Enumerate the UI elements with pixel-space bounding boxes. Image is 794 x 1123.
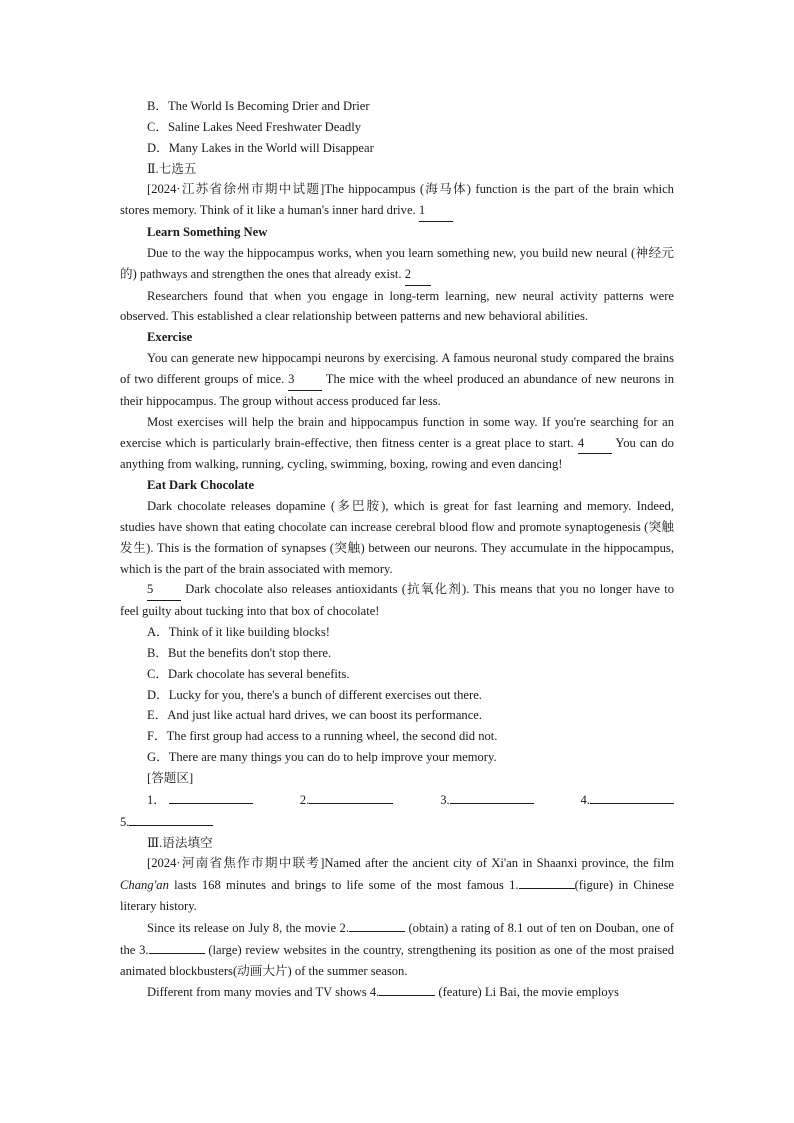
grammar-blank-2[interactable] bbox=[349, 917, 405, 932]
prev-option-c: C．Saline Lakes Need Freshwater Deadly bbox=[147, 119, 362, 134]
option-g: G．There are many things you can do to help improve your memory. bbox=[147, 750, 497, 765]
answer-label-3: 3. bbox=[440, 792, 450, 807]
para-exercise-2a: Most exercises will help the brain and hippocampus function in some way. If you're searching for an exercise which is particularly brain-effective, then fitness center is a great place to start. bbox=[120, 414, 674, 450]
grammar-p1a: Named after the ancient city of Xi'an in Shaanxi province, the film bbox=[324, 856, 674, 871]
para-chocolate-1: Dark chocolate releases dopamine (多巴胺), which is great for fast learning and memory. Indeed, studies have shown that eating chocolate can increase cerebral blood flow and promote synaptogenesis (突触发生). This is the formation of synapses (突触) between our neurons. They accumulate in the hippocampus, which is the part of the brain associated with memory. bbox=[120, 499, 674, 576]
option-a: A．Think of it like building blocks! bbox=[147, 625, 330, 640]
prev-option-b: B．The World Is Becoming Drier and Drier bbox=[147, 99, 370, 113]
answer-blank-3[interactable] bbox=[450, 789, 534, 804]
answer-label-2: 2. bbox=[299, 792, 310, 807]
answer-blank-1[interactable] bbox=[169, 789, 253, 804]
grammar-p1c: (figure) in Chinese literary history. bbox=[120, 878, 674, 914]
answer-area-label: [答题区] bbox=[147, 771, 194, 785]
grammar-q4-label: 4. bbox=[369, 985, 380, 1000]
para-learn-text: Due to the way the hippocampus works, when you learn something new, you build new neural (神经元的) pathways and strengthen the ones that already exist. bbox=[120, 245, 674, 281]
grammar-source: [2024·河南省焦作市期中联考] bbox=[147, 856, 325, 871]
section2-intro bbox=[120, 179, 674, 222]
para-learn bbox=[120, 243, 674, 286]
heading-exercise: Exercise bbox=[147, 330, 193, 345]
option-d: D．Lucky for you, there's a bunch of different exercises out there. bbox=[147, 687, 482, 702]
answer-item-4 bbox=[581, 789, 674, 811]
option-f: F．The first group had access to a running wheel, the second did not. bbox=[147, 729, 498, 744]
grammar-para-3 bbox=[120, 981, 674, 1003]
answer-blank-2[interactable] bbox=[309, 789, 393, 804]
answer-label-5: 5. bbox=[120, 814, 130, 829]
grammar-blank-4[interactable] bbox=[379, 981, 435, 996]
blank-4: 4 bbox=[578, 433, 612, 455]
grammar-p3b: (feature) Li Bai, the movie employs bbox=[435, 985, 619, 1000]
option-b: B．But the benefits don't stop there. bbox=[147, 645, 332, 660]
para-exercise-1 bbox=[120, 348, 674, 412]
para-exercise-2 bbox=[120, 412, 674, 476]
blank-5: 5 bbox=[147, 579, 181, 601]
grammar-p2c: (large) review websites in the country, strengthening its position as one of the most praised animated blockbusters(动画大片) of the summer season. bbox=[120, 942, 674, 978]
option-c: C．Dark chocolate has several benefits. bbox=[147, 666, 350, 681]
blank-2: 2 bbox=[405, 264, 431, 286]
answer-item-1 bbox=[147, 789, 253, 811]
intro-text: The hippocampus (海马体) function is the part of the brain which stores memory. Think of it like a human's inner hard drive. bbox=[120, 182, 674, 218]
document-page bbox=[120, 96, 674, 1003]
para-exercise-2b: You can do anything from walking, running, cycling, swimming, boxing, rowing and even dancing! bbox=[120, 435, 674, 472]
para-chocolate-2 bbox=[120, 579, 674, 622]
grammar-p1b: lasts 168 minutes and brings to life some of the most famous bbox=[168, 878, 510, 893]
grammar-p2a: Since its release on July 8, the movie bbox=[147, 920, 340, 935]
para-exercise-1b: The mice with the wheel produced an abundance of new neurons in their hippocampus. The group without access produced far less. bbox=[120, 371, 674, 408]
grammar-blank-1[interactable] bbox=[519, 874, 575, 889]
answer-blank-5[interactable] bbox=[129, 811, 213, 826]
para-research: Researchers found that when you engage in long-term learning, new neural activity patterns were observed. This established a clear relationship between patterns and new behavioral abilities. bbox=[120, 288, 674, 324]
answer-item-2 bbox=[300, 789, 393, 811]
grammar-q2-label: 2. bbox=[339, 920, 349, 935]
prev-option-d: D．Many Lakes in the World will Disappear bbox=[147, 140, 374, 155]
film-title: Chang'an bbox=[120, 878, 169, 893]
blank-3: 3 bbox=[288, 369, 322, 391]
answer-row bbox=[120, 789, 674, 811]
grammar-q3-label: 3. bbox=[139, 942, 149, 957]
answer-blank-4[interactable] bbox=[590, 789, 674, 804]
grammar-para-1 bbox=[120, 853, 674, 917]
option-e: E．And just like actual hard drives, we can boost its performance. bbox=[147, 708, 483, 723]
grammar-blank-3[interactable] bbox=[149, 939, 205, 954]
grammar-para-2 bbox=[120, 917, 674, 982]
heading-learn: Learn Something New bbox=[147, 225, 268, 240]
answer-label-1: 1． bbox=[147, 792, 166, 807]
answer-item-3 bbox=[440, 789, 533, 811]
answer-label-4: 4. bbox=[580, 792, 590, 807]
section3-title: Ⅲ.语法填空 bbox=[147, 835, 213, 850]
intro-source: [2024·江苏省徐州市期中试题] bbox=[147, 182, 325, 197]
para-exercise-1a: You can generate new hippocampi neurons by exercising. A famous neuronal study compared the brains of two different groups of mice. bbox=[120, 351, 674, 386]
para-chocolate-2-text: Dark chocolate also releases antioxidants (抗氧化剂). This means that you no longer have to feel guilty about tucking into that box of chocolate! bbox=[120, 582, 674, 619]
blank-1: 1 bbox=[419, 200, 453, 222]
grammar-p2b: (obtain) a rating of 8.1 out of ten on Douban, one of the bbox=[120, 920, 674, 957]
answer-row-2 bbox=[120, 811, 674, 833]
section2-title: Ⅱ.七选五 bbox=[147, 161, 197, 176]
grammar-p3a: Different from many movies and TV shows bbox=[147, 985, 370, 1000]
grammar-q1-label: 1. bbox=[509, 878, 519, 893]
heading-chocolate: Eat Dark Chocolate bbox=[147, 478, 255, 493]
